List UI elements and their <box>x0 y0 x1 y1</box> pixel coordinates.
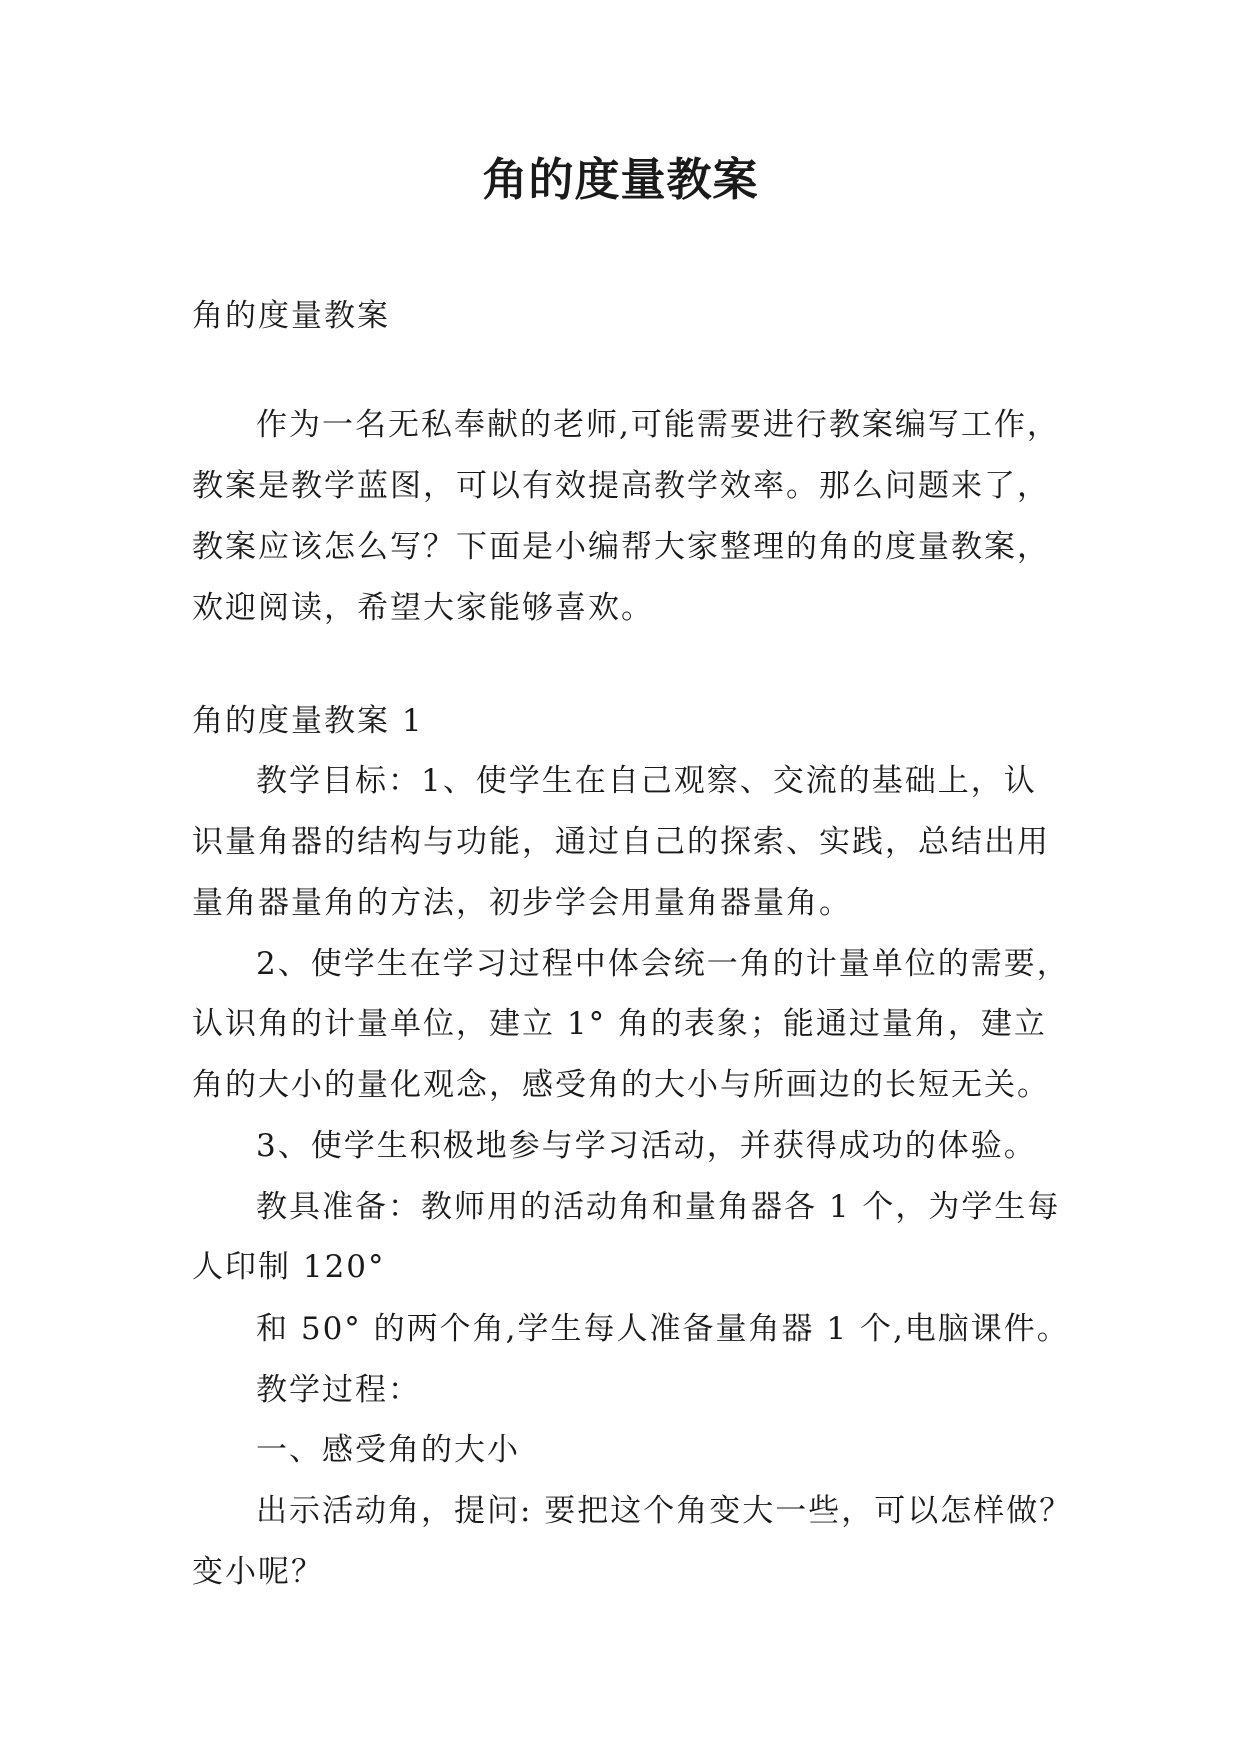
body-line: 人印制 120° <box>192 1249 386 1285</box>
body-line: 教学过程： <box>256 1372 421 1408</box>
intro-line: 教案应该怎么写？下面是小编帮大家整理的角的度量教案， <box>192 529 1050 565</box>
body-line: 角的大小的量化观念，感受角的大小与所画边的长短无关。 <box>192 1067 1050 1103</box>
body-line: 2、使学生在学习过程中体会统一角的计量单位的需要， <box>256 946 1070 982</box>
page-title: 角的度量教案 <box>482 153 759 206</box>
intro-line: 教案是教学蓝图，可以有效提高教学效率。那么问题来了， <box>192 468 1050 504</box>
body-line: 教学目标：1、使学生在自己观察、交流的基础上，认 <box>256 763 1037 799</box>
body-line: 变小呢？ <box>192 1554 324 1590</box>
subtitle: 角的度量教案 <box>192 298 390 334</box>
body-line: 教具准备：教师用的活动角和量角器各 1 个，为学生每 <box>256 1189 1061 1225</box>
intro-line: 欢迎阅读，希望大家能够喜欢。 <box>192 590 654 626</box>
body-line: 认识角的计量单位，建立 1° 角的表象；能通过量角，建立 <box>192 1006 1047 1042</box>
body-line: 3、使学生积极地参与学习活动，并获得成功的体验。 <box>256 1128 1037 1164</box>
section-heading: 角的度量教案 1 <box>192 703 424 739</box>
body-line: 一、感受角的大小 <box>256 1432 520 1468</box>
intro-line: 作为一名无私奉献的老师,可能需要进行教案编写工作， <box>256 407 1060 443</box>
body-line: 和 50° 的两个角,学生每人准备量角器 1 个,电脑课件。 <box>256 1311 1070 1347</box>
body-line: 识量角器的结构与功能，通过自己的探索、实践，总结出用 <box>192 824 1050 860</box>
body-line: 出示活动角，提问: 要把这个角变大一些，可以怎样做？ <box>256 1493 1073 1529</box>
body-line: 量角器量角的方法，初步学会用量角器量角。 <box>192 885 852 921</box>
